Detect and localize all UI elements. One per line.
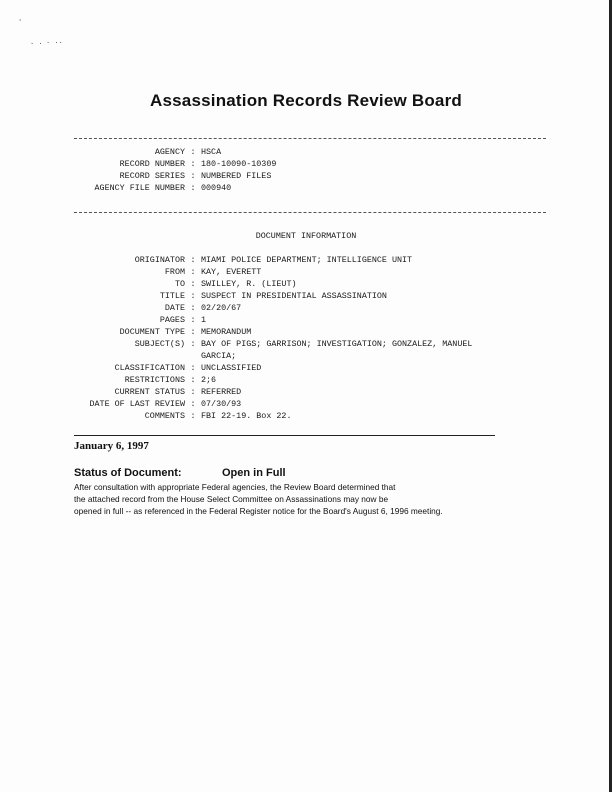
- field-row: [62, 183, 541, 195]
- body-text-line: After consultation with appropriate Federal agencies, the Review Board determined that: [74, 482, 396, 492]
- scan-noise: . .: [30, 38, 43, 46]
- field-value: REFERRED: [201, 387, 242, 397]
- field-separator: :: [190, 291, 196, 301]
- field-separator: :: [190, 183, 196, 193]
- field-separator: :: [190, 363, 196, 373]
- dashed-divider: [74, 212, 546, 213]
- page-title: Assassination Records Review Board: [150, 91, 462, 110]
- field-value: UNCLASSIFIED: [201, 363, 262, 373]
- field-row: [62, 315, 541, 327]
- field-label: PAGES: [159, 315, 185, 325]
- field-separator: :: [190, 339, 196, 349]
- field-label: SUBJECT(S): [134, 339, 185, 349]
- field-value: FBI 22-19. Box 22.: [201, 411, 292, 421]
- field-label: FROM: [164, 267, 185, 277]
- field-separator-spacer: [185, 351, 201, 363]
- field-row: [62, 147, 541, 159]
- body-text-line: the attached record from the House Select Committee on Assassinations may now be: [74, 494, 389, 504]
- field-separator: :: [190, 267, 196, 277]
- field-label: CLASSIFICATION: [114, 363, 185, 373]
- field-value: NUMBERED FILES: [201, 171, 272, 181]
- field-separator: :: [190, 255, 196, 265]
- field-label: CURRENT STATUS: [114, 387, 185, 397]
- field-label: AGENCY FILE NUMBER: [94, 183, 185, 193]
- field-label: DATE OF LAST REVIEW: [89, 399, 185, 409]
- field-label: DATE: [164, 303, 185, 313]
- body-text-line: opened in full -- as referenced in the Federal Register notice for the Board's August 6, 1996 meeting.: [74, 506, 443, 516]
- field-label: RECORD NUMBER: [119, 159, 185, 169]
- field-row: [62, 339, 541, 351]
- scan-noise: ': [18, 18, 23, 26]
- field-value: BAY OF PIGS; GARRISON; INVESTIGATION; GONZALEZ, MANUEL: [201, 339, 473, 349]
- solid-divider: [74, 435, 495, 436]
- status-row: [74, 467, 286, 479]
- field-label-spacer: [62, 351, 185, 363]
- field-separator: :: [190, 303, 196, 313]
- field-row: [62, 171, 541, 183]
- field-row: [62, 375, 541, 387]
- field-value: KAY, EVERETT: [201, 267, 262, 277]
- field-label: AGENCY: [154, 147, 185, 157]
- field-separator: :: [190, 327, 196, 337]
- scan-noise: . ..: [46, 37, 63, 45]
- dashed-divider: [74, 138, 546, 139]
- field-value: GARCIA;: [201, 351, 237, 361]
- field-row: [62, 399, 541, 411]
- field-label: ORIGINATOR: [134, 255, 185, 265]
- field-label: COMMENTS: [144, 411, 185, 421]
- field-label: RECORD SERIES: [119, 171, 185, 181]
- field-separator: :: [190, 375, 196, 385]
- field-row: [62, 387, 541, 399]
- field-value: 000940: [201, 183, 232, 193]
- doc-info-heading: DOCUMENT INFORMATION: [255, 231, 357, 241]
- field-value: HSCA: [201, 147, 222, 157]
- field-separator: :: [190, 279, 196, 289]
- field-separator: :: [190, 171, 196, 181]
- field-value: 02/20/67: [201, 303, 242, 313]
- field-value: MEMORANDUM: [201, 327, 252, 337]
- status-value: Open in Full: [222, 467, 286, 479]
- field-label: TO: [174, 279, 185, 289]
- field-row: [62, 267, 541, 279]
- field-value: 2;6: [201, 375, 217, 385]
- field-row: [62, 291, 541, 303]
- field-row: [62, 363, 541, 375]
- field-separator: :: [190, 159, 196, 169]
- field-separator: :: [190, 315, 196, 325]
- field-value: 07/30/93: [201, 399, 242, 409]
- field-value: SUSPECT IN PRESIDENTIAL ASSASSINATION: [201, 291, 387, 301]
- field-row: [62, 159, 541, 171]
- field-row-continued: [62, 351, 541, 363]
- field-row: [62, 303, 541, 315]
- field-value: SWILLEY, R. (LIEUT): [201, 279, 297, 289]
- field-value: 180-10090-10309: [201, 159, 277, 169]
- release-date: January 6, 1997: [74, 440, 149, 452]
- field-label: TITLE: [159, 291, 185, 301]
- field-label: RESTRICTIONS: [124, 375, 185, 385]
- field-separator: :: [190, 147, 196, 157]
- field-value: 1: [201, 315, 207, 325]
- field-separator: :: [190, 411, 196, 421]
- field-row: [62, 279, 541, 291]
- field-value: MIAMI POLICE DEPARTMENT; INTELLIGENCE UNIT: [201, 255, 413, 265]
- field-separator: :: [190, 387, 196, 397]
- field-row: [62, 327, 541, 339]
- field-row: [62, 255, 541, 267]
- field-separator: :: [190, 399, 196, 409]
- status-label: Status of Document:: [74, 467, 182, 479]
- field-row: [62, 411, 541, 423]
- field-label: DOCUMENT TYPE: [119, 327, 185, 337]
